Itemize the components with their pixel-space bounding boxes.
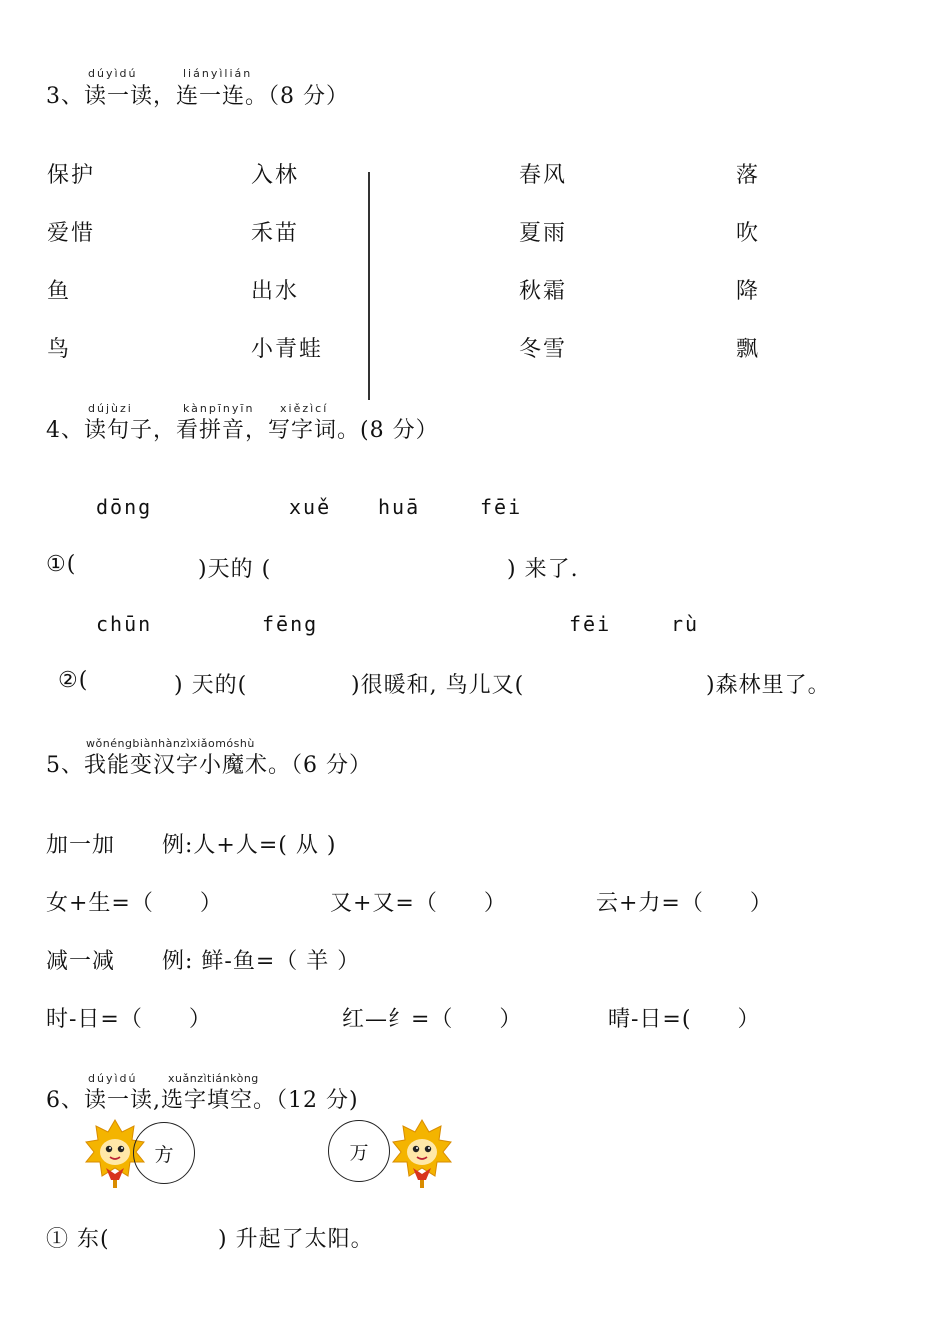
q3-left-match-2: 禾苗 [251, 221, 300, 246]
q3-left-word-1: 保护 [47, 163, 96, 188]
q4-line1-part-b: )天的 ( [198, 557, 272, 582]
q5-add-item-1: 女+生=（ ） [46, 891, 223, 916]
q3-right-match-1: 落 [736, 163, 761, 188]
q4-line2-part-a: ②( [58, 668, 89, 693]
q4-line2-part-d: )森林里了。 [706, 673, 831, 698]
q4-line1-pinyin-xue: xuě [289, 495, 332, 519]
q3-right-match-3: 降 [736, 279, 761, 304]
q3-right-word-4: 冬雪 [519, 337, 568, 362]
q5-sub-label: 减一减 [46, 949, 116, 974]
q3-right-word-3: 秋霜 [519, 279, 568, 304]
q4-line2-pinyin-fei: fēi [569, 612, 612, 636]
q4-pinyin-write-words: xiězìcí [280, 402, 329, 415]
maple-leaf-mascot-icon [391, 1118, 453, 1190]
char-choice-fang: 方 [133, 1122, 195, 1184]
q4-line2-pinyin-feng: fēng [262, 612, 319, 636]
q5-add-label: 加一加 [46, 833, 116, 858]
q4-line1-part-a: ①( [46, 552, 77, 577]
q3-right-word-1: 春风 [519, 163, 568, 188]
q4-line2-part-b: ) 天的( [174, 673, 248, 698]
q4-line1-pinyin-hua: huā [378, 495, 421, 519]
q5-sub-example: 例: 鲜-鱼=（ 羊 ） [162, 949, 361, 974]
q4-line1-pinyin-fei: fēi [480, 495, 523, 519]
q3-left-word-4: 鸟 [47, 337, 72, 362]
q4-line1-part-c: ) 来了. [507, 557, 579, 582]
q3-pinyin-read: dúyìdú [88, 67, 138, 80]
q4-pinyin-see-pinyin: kànpīnyīn [183, 402, 255, 415]
q4-line2-part-c: )很暖和, 鸟儿又( [351, 673, 525, 698]
q5-add-item-2: 又+又=（ ） [330, 891, 507, 916]
q5-add-item-3: 云+力=（ ） [596, 891, 773, 916]
q5-sub-item-2: 红—纟=（ ） [342, 1007, 523, 1032]
q4-line1-pinyin-dong: dōng [96, 495, 153, 519]
q5-sub-item-1: 时-日=（ ） [46, 1007, 212, 1032]
q3-right-match-4: 飘 [736, 337, 761, 362]
q3-pinyin-link: liányìlián [183, 67, 253, 80]
q6-line1-part-a: ① 东( [46, 1227, 110, 1252]
char-choice-wan: 万 [328, 1120, 390, 1182]
q3-left-word-2: 爱惜 [47, 221, 96, 246]
q6-pinyin-choose: xuǎnzìtiánkòng [168, 1072, 259, 1085]
q3-column-divider [368, 172, 370, 400]
q3-left-word-3: 鱼 [47, 279, 72, 304]
q3-right-match-2: 吹 [736, 221, 761, 246]
q4-title: 4、读句子，看拼音，写字词。(8 分） [46, 418, 439, 443]
q3-left-match-1: 入林 [251, 163, 300, 188]
q3-title: 3、读一读，连一连。（8 分） [46, 84, 349, 109]
q3-left-match-3: 出水 [251, 279, 300, 304]
q3-right-word-2: 夏雨 [519, 221, 568, 246]
q4-line2-pinyin-chun: chūn [96, 612, 153, 636]
q6-pinyin-read: dúyìdú [88, 1072, 138, 1085]
q5-pinyin: wǒnéngbiànhànzìxiǎomóshù [86, 737, 255, 750]
q6-title: 6、读一读,选字填空。（12 分) [46, 1088, 359, 1113]
q5-title: 5、我能变汉字小魔术。（6 分） [46, 753, 372, 778]
q4-pinyin-read-sentence: dújùzi [88, 402, 133, 415]
q5-sub-item-3: 晴-日=( ） [608, 1007, 761, 1032]
q5-add-example: 例:人+人=( 从 ) [162, 833, 337, 858]
q4-line2-pinyin-ru: rù [671, 612, 700, 636]
q3-left-match-4: 小青蛙 [251, 337, 324, 362]
q6-line1-part-b: ) 升起了太阳。 [218, 1227, 374, 1252]
